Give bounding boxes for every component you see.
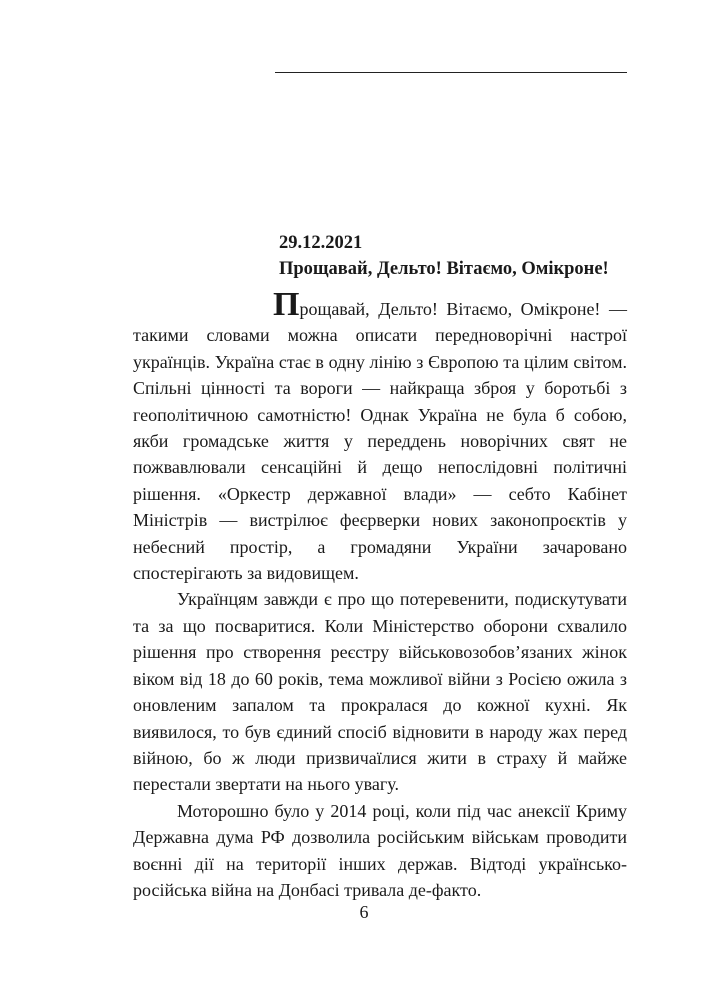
- entry-header: [279, 230, 639, 282]
- page-number: 6: [359, 902, 369, 922]
- paragraph-3: Моторошно було у 2014 році, коли під час анексії Криму Державна дума РФ дозволила російським військам проводити воєнні дії на території інших держав. Відтоді українсько-російська війна на Донбасі тривала де-факто.: [133, 800, 627, 900]
- body-text: [133, 288, 627, 903]
- entry-date: 29.12.2021: [279, 233, 363, 253]
- paragraph-1: Прощавай, Дельто! Вітаємо, Омікроне! — такими словами можна описати передноворічні настрої українців. Україна стає в одну лінію з Європою та цілим світом. Спільні цінності та вороги — найкраща зброя у боротьбі з геополітичною самотністю! Однак Україна не була б собою, якби громадське життя у переддень новорічних свят не пожвавлювали сенсаційні й дещо непослідовні політичні рішення. «Оркестр державної влади» — себто Кабінет Міністрів — вистрілює феєрверки нових законопроєктів у небесний простір, а громадяни України зачаровано спостерігають за видовищем.: [133, 286, 627, 584]
- entry-title: Прощавай, Дельто! Вітаємо, Омікроне!: [279, 259, 609, 279]
- top-divider: [275, 72, 627, 73]
- paragraph-2: Українцям завжди є про що потеревенити, подискутувати та за що посваритися. Коли Міністерство оборони схвалило рішення про створення реєстру військовозобов’язаних жінок віком від 18 до 60 років, тема можливої війни з Росією ожила з оновленим запалом та прокралася до кожної кухні. Як виявилося, то був єдиний спосіб відновити в народу жах перед війною, бо ж люди призвичаїлися жити в страху й майже перестали звертати на нього увагу.: [133, 589, 627, 795]
